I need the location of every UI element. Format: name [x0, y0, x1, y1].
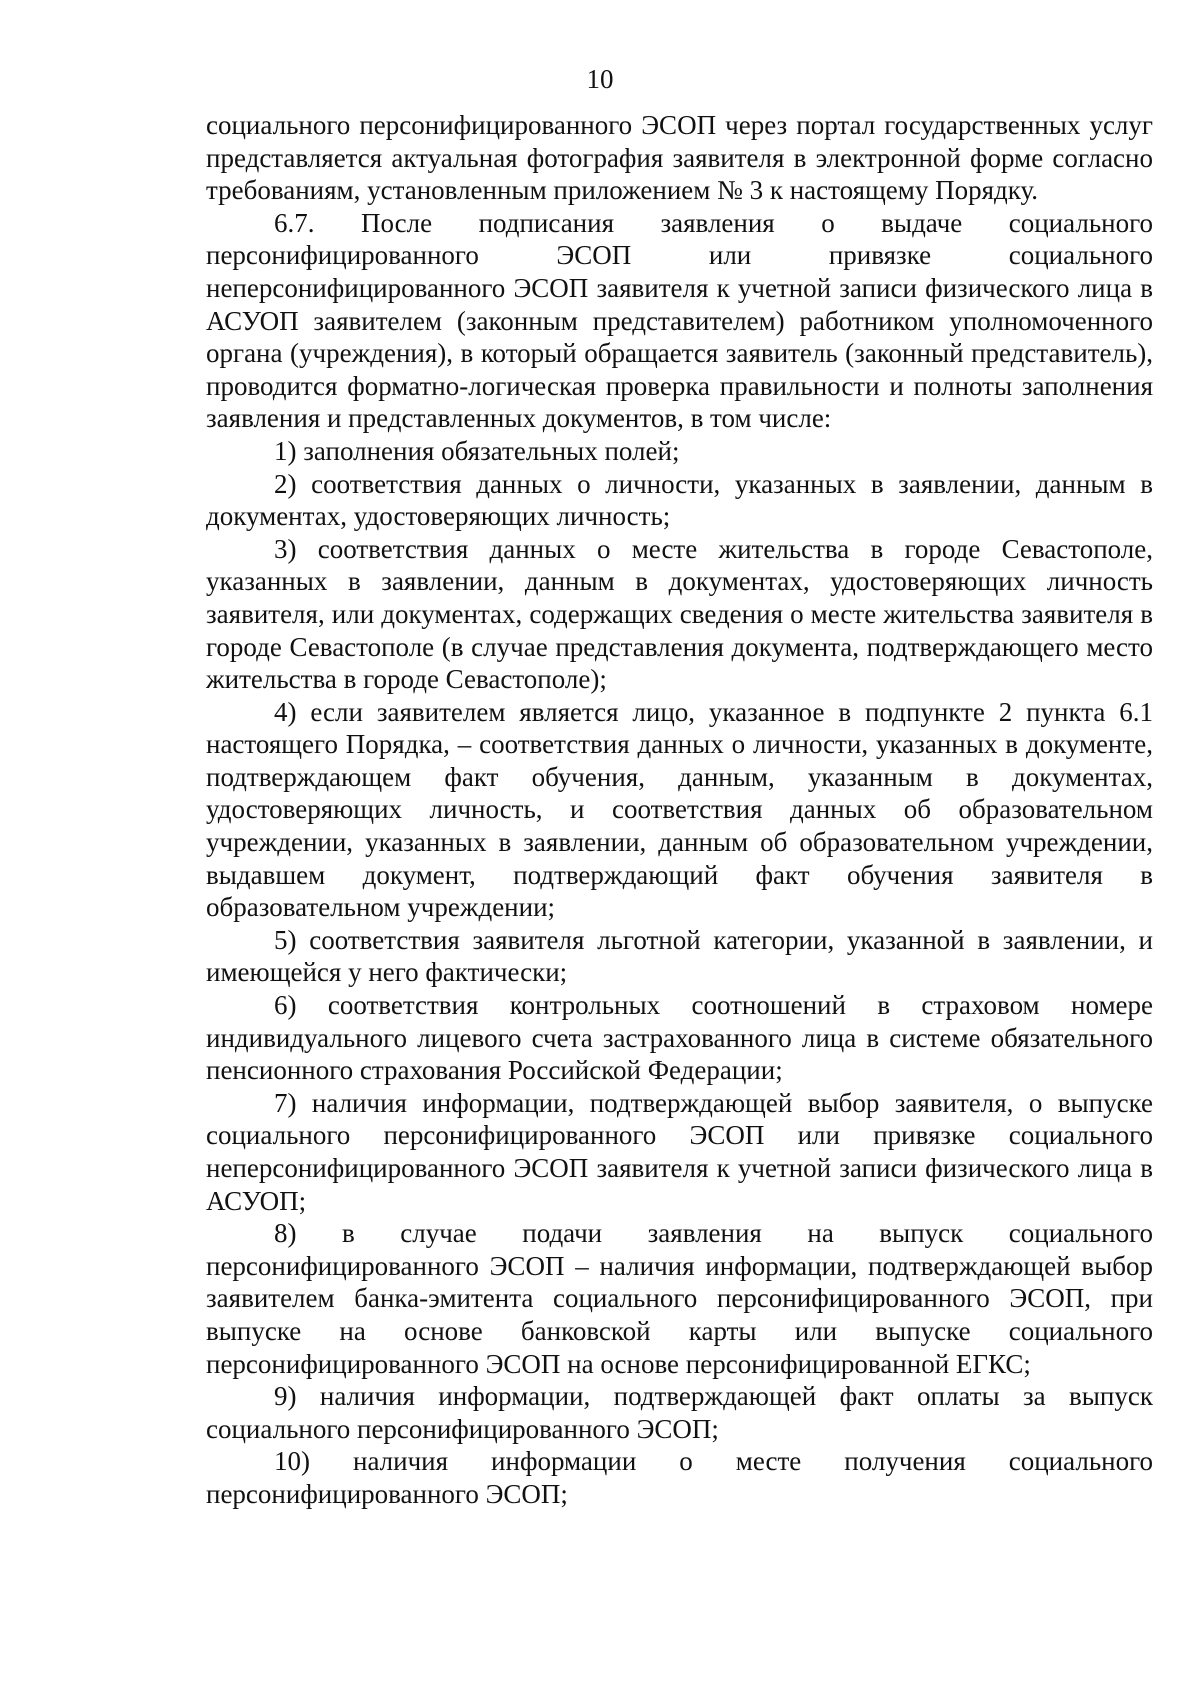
paragraph-6-7: 6.7. После подписания заявления о выдаче социального персонифицированного ЭСОП или привязке социального неперсонифицированного ЭСОП заявителя к учетной записи физического лица в АСУОП заявителем (законным представителем) работником уполномоченного органа (учреждения), в который обращается заявитель (законный представитель), проводится форматно-логическая проверка правильности и полноты заполнения заявления и представленных документов, в том числе:	[206, 207, 1153, 434]
list-item-9: 9) наличия информации, подтверждающей факт оплаты за выпуск социального персонифицированного ЭСОП;	[206, 1381, 1153, 1444]
list-item-10: 10) наличия информации о месте получения социального персонифицированного ЭСОП;	[206, 1446, 1153, 1509]
list-item-6: 6) соответствия контрольных соотношений в страховом номере индивидуального лицевого счета застрахованного лица в системе обязательного пенсионного страхования Российской Федерации;	[206, 990, 1153, 1086]
paragraph-continuation: социального персонифицированного ЭСОП через портал государственных услуг представляется актуальная фотография заявителя в электронной форме согласно требованиям, установленным приложением № 3 к настоящему Порядку.	[206, 110, 1153, 206]
list-item-1: 1) заполнения обязательных полей;	[274, 435, 680, 466]
list-item-5: 5) соответствия заявителя льготной категории, указанной в заявлении, и имеющейся у него фактически;	[206, 924, 1153, 988]
list-item-7: 7) наличия информации, подтверждающей выбор заявителя, о выпуске социального персонифицированного ЭСОП или привязке социального неперсонифицированного ЭСОП заявителя к учетной записи физического лица в АСУОП;	[206, 1087, 1153, 1216]
list-item-2: 2) соответствия данных о личности, указанных в заявлении, данным в документах, удостоверяющих личность;	[206, 468, 1153, 532]
list-item-3: 3) соответствия данных о месте жительства в городе Севастополе, указанных в заявлении, данным в документах, удостоверяющих личность заявителя, или документах, содержащих сведения о месте жительства заявителя в городе Севастополе (в случае представления документа, подтверждающего место жительства в городе Севастополе);	[206, 533, 1153, 695]
document-body	[206, 109, 1153, 1511]
list-item-8: 8) в случае подачи заявления на выпуск социального персонифицированного ЭСОП – наличия информации, подтверждающей выбор заявителем банка-эмитента социального персонифицированного ЭСОП, при выпуске на основе банковской карты или выпуске социального персонифицированного ЭСОП на основе персонифицированной ЕГКС;	[206, 1218, 1153, 1379]
list-item-4: 4) если заявителем является лицо, указанное в подпункте 2 пункта 6.1 настоящего Порядка, – соответствия данных о личности, указанных в документе, подтверждающем факт обучения, данным, указанным в документах, удостоверяющих личность, и соответствия данных об образовательном учреждении, указанных в заявлении, данным об образовательном учреждении, выдавшем документ, подтверждающий факт обучения заявителя в образовательном учреждении;	[206, 696, 1153, 923]
page-number: 10	[586, 64, 614, 94]
